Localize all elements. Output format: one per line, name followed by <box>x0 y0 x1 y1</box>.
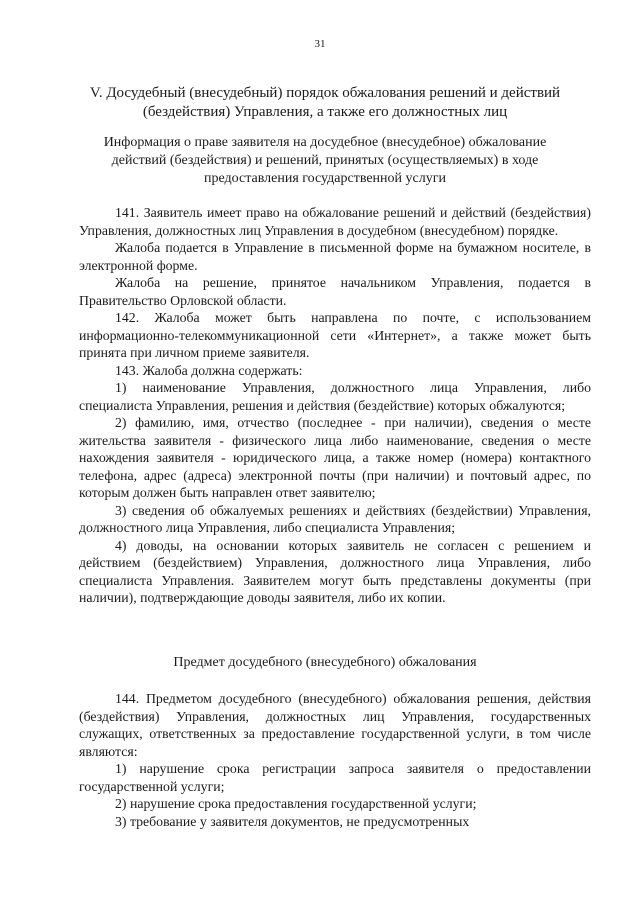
subheading-subject-of-appeal: Предмет досудебного (внесудебного) обжалования <box>173 655 477 670</box>
body-text-block-2 <box>79 690 591 830</box>
section-heading: V. Досудебный (внесудебный) порядок обжалования решений и действий (бездействия) Управления, а также его должностных лиц <box>89 85 561 120</box>
paragraph-141: 141. Заявитель имеет право на обжалование решений и действий (бездействия) Управления, должностных лиц Управления в досудебном (внесудебном) порядке. <box>79 205 591 238</box>
list-item-144-3: 3) требование у заявителя документов, не предусмотренных <box>115 813 470 829</box>
list-item-144-2: 2) нарушение срока предоставления государственной услуги; <box>115 796 477 811</box>
list-item-143-1: 1) наименование Управления, должностного лица Управления, либо специалиста Управления, решения и действия (бездействие) которых обжалуются; <box>79 380 591 413</box>
list-item-144-1: 1) нарушение срока регистрации запроса заявителя о предоставлении государственной услуги; <box>79 761 591 794</box>
paragraph-143: 143. Жалоба должна содержать: <box>115 362 303 378</box>
paragraph-complaint-form: Жалоба подается в Управление в письменной форме на бумажном носителе, в электронной форме. <box>79 240 591 273</box>
list-item-143-2: 2) фамилию, имя, отчество (последнее - при наличии), сведения о месте жительства заявителя - физического лица либо наименование, сведения о месте нахождения заявителя - юридического лица, а также номер (номера) контактного телефона, адрес (адреса) электронной почты (при наличии) и почтовый адрес, по которым должен быть направлен ответ заявителю; <box>79 415 591 500</box>
paragraph-complaint-head: Жалоба на решение, принятое начальником Управления, подается в Правительство Орловской области. <box>79 275 591 308</box>
paragraph-142: 142. Жалоба может быть направлена по почте, с использованием информационно-телекоммуникационной сети «Интернет», а также может быть принята при личном приеме заявителя. <box>79 310 591 360</box>
paragraph-144: 144. Предметом досудебного (внесудебного) обжалования решения, действия (бездействия) Управления, должностных лиц Управления, государственных служащих, ответственных за предоставление государственной услуги, в том числе являются: <box>79 691 591 759</box>
subheading-right-to-appeal: Информация о праве заявителя на досудебное (внесудебное) обжалование действий (бездействия) и решений, принятых (осуществляемых) в ходе предоставления государственной услуги <box>103 135 547 186</box>
list-item-143-3: 3) сведения об обжалуемых решениях и действиях (бездействии) Управления, должностного лица Управления, либо специалиста Управления; <box>79 502 591 535</box>
list-item-143-4: 4) доводы, на основании которых заявитель не согласен с решением и действием (бездействием) Управления, должностного лица Управления, либо специалиста Управления. Заявителем могут быть представлены документы (при наличии), подтверждающие доводы заявителя, либо их копии. <box>79 537 591 605</box>
page-number: 31 <box>314 38 326 50</box>
body-text-block-1 <box>79 204 591 607</box>
